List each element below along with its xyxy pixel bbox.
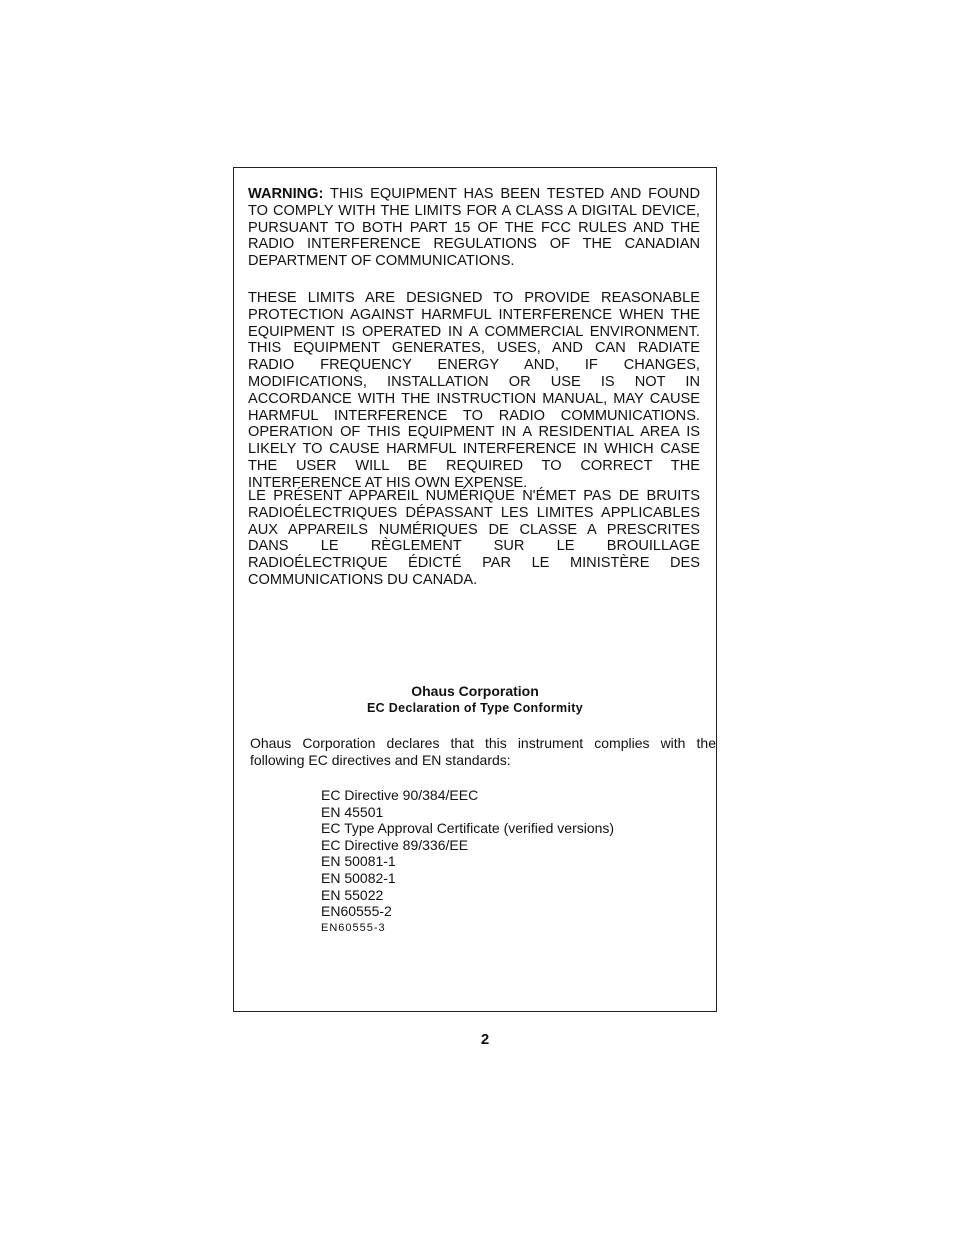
standard-item: EN60555-2	[321, 903, 392, 920]
page-number: 2	[480, 1031, 490, 1048]
standard-item: EC Type Approval Certificate (verified versions)	[321, 820, 615, 837]
warning-label: WARNING:	[248, 186, 324, 202]
standard-item: EC Directive 90/384/EEC	[321, 787, 479, 803]
warning-paragraph	[248, 186, 700, 270]
standard-item: EC Directive 89/336/EE	[321, 836, 469, 853]
standard-item: EN 50082-1	[321, 869, 396, 886]
standard-item: EN60555-3	[321, 921, 386, 934]
standard-item: EN 45501	[321, 803, 384, 820]
company-name: Ohaus Corporation	[411, 683, 539, 699]
notice-frame	[233, 167, 717, 1012]
standard-item: EN 50081-1	[321, 853, 396, 870]
declaration-title: EC Declaration of Type Conformity	[367, 701, 583, 715]
standards-list	[321, 787, 614, 936]
warning-text: THIS EQUIPMENT HAS BEEN TESTED AND FOUND TO COMPLY WITH THE LIMITS FOR A CLASS A DIGITAL DEVICE, PURSUANT TO BOTH PART 15 OF THE FCC RULES AND THE RADIO INTERFERENCE REGULATIONS OF THE CANADIAN DEPARTMENT OF COMMUNICATIONS.	[248, 186, 700, 270]
limits-paragraph: THESE LIMITS ARE DESIGNED TO PROVIDE REASONABLE PROTECTION AGAINST HARMFUL INTERFERENCE WHEN THE EQUIPMENT IS OPERATED IN A COMMERCIAL ENVIRONMENT. THIS EQUIPMENT GENERATES, USES, AND CAN RADIATE RADIO FREQUENCY ENERGY AND, IF CHANGES, MODIFICATIONS, INSTALLATION OR USE IS NOT IN ACCORDANCE WITH THE INSTRUCTION MANUAL, MAY CAUSE HARMFUL INTERFERENCE TO RADIO COMMUNICATIONS. OPERATION OF THIS EQUIPMENT IN A RESIDENTIAL AREA IS LIKELY TO CAUSE HARMFUL INTERFERENCE IN WHICH CASE THE USER WILL BE REQUIRED TO CORRECT THE INTERFERENCE AT HIS OWN EXPENSE.	[248, 290, 700, 491]
declaration-statement: Ohaus Corporation declares that this instrument complies with the following EC directives and EN standards:	[250, 735, 716, 768]
standard-item: EN 55022	[321, 886, 384, 903]
french-paragraph: LE PRÉSENT APPAREIL NUMÉRIQUE N'ÉMET PAS DE BRUITS RADIOÉLECTRIQUES DÉPASSANT LES LIMITES APPLICABLES AUX APPAREILS NUMÉRIQUES DE CLASSE A PRESCRITES DANS LE RÈGLEMENT SUR LE BROUILLAGE RADIOÉLECTRIQUE ÉDICTÉ PAR LE MINISTÈRE DES COMMUNICATIONS DU CANADA.	[248, 488, 700, 588]
